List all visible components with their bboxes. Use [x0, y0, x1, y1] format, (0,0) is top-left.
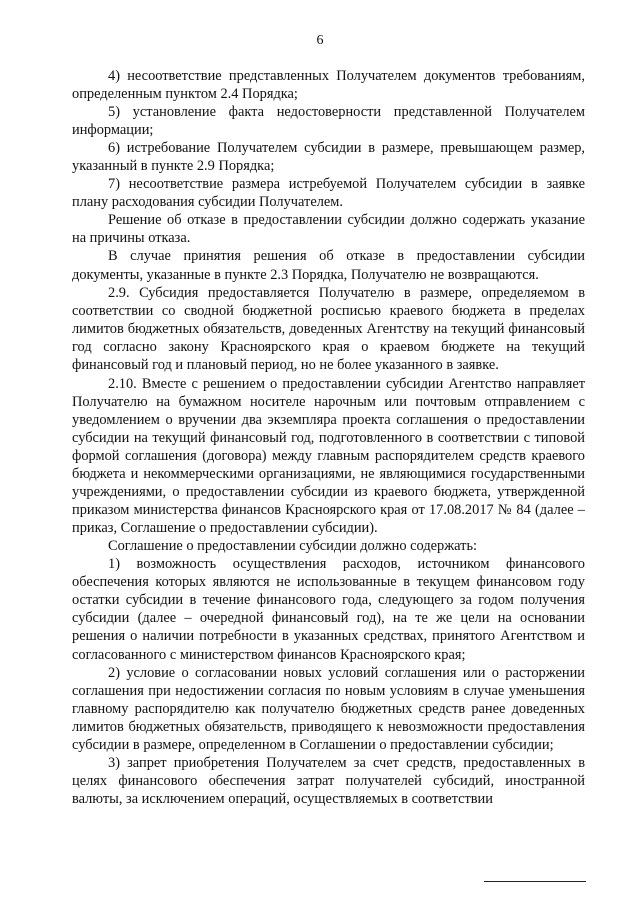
page-number: 6	[316, 33, 324, 48]
paragraph-item-6: 6) истребование Получателем субсидии в размере, превышающем размер, указанный в пункте 2.9 Порядка;	[72, 140, 585, 175]
paragraph-agreement-contents: Соглашение о предоставлении субсидии должно содержать:	[108, 538, 478, 555]
paragraph-documents-not-returned: В случае принятия решения об отказе в предоставлении субсидии документы, указанные в пункте 2.3 Порядка, Получателю не возвращаются.	[72, 248, 585, 283]
paragraph-condition-1: 1) возможность осуществления расходов, источником финансового обеспечения которых являются не использованные в текущем финансовом году остатки субсидии в течение финансового года, следующего за годом получения субсидии (далее – очередной финансовый год), на те же цели на основании решения о наличии потребности в указанных средствах, принятого Агентством и согласованного с министерством финансов Красноярского края;	[72, 556, 585, 663]
paragraph-section-2-10: 2.10. Вместе с решением о предоставлении субсидии Агентство направляет Получателю на бумажном носителе нарочным или почтовым отправлением с уведомлением о вручении два экземпляра проекта соглашения о предоставлении субсидии на текущий финансовый год, подготовленного в соответствии с типовой формой соглашения (договора) между главным распорядителем средств краевого бюджета и некоммерческими организациями, не являющимися государственными учреждениями, о предоставлении субсидии из краевого бюджета, утвержденной приказом министерства финансов Красноярского края от 17.08.2017 № 84 (далее – приказ, Соглашение о предоставлении субсидии).	[72, 375, 585, 537]
paragraph-item-5: 5) установление факта недостоверности представленной Получателем информации;	[72, 104, 585, 139]
paragraph-item-7: 7) несоответствие размера истребуемой Получателем субсидии в заявке плану расходования субсидии Получателем.	[72, 176, 585, 211]
paragraph-condition-3: 3) запрет приобретения Получателем за счет средств, предоставленных в целях финансового обеспечения затрат получателей субсидий, иностранной валюты, за исключением операций, осуществляемых в соответствии	[72, 754, 585, 807]
document-body	[72, 67, 585, 808]
footer-rule	[484, 881, 586, 882]
paragraph-condition-2: 2) условие о согласовании новых условий соглашения или о расторжении соглашения при недостижении согласия по новым условиям в случае уменьшения главному распорядителю как получателю бюджетных средств ранее доведенных лимитов бюджетных обязательств, приводящего к невозможности предоставления субсидии в размере, определенном в Соглашении о предоставлении субсидии;	[72, 664, 585, 753]
paragraph-section-2-9: 2.9. Субсидия предоставляется Получателю в размере, определяемом в соответствии со сводной бюджетной росписью краевого бюджета в пределах лимитов бюджетных обязательств, доведенных Агентству на текущий финансовый год согласно закону Красноярского края о краевом бюджете на текущий финансовый год и плановый период, но не более указанного в заявке.	[72, 284, 585, 373]
paragraph-item-4: 4) несоответствие представленных Получателем документов требованиям, определенным пунктом 2.4 Порядка;	[72, 68, 585, 103]
paragraph-refusal-reasons: Решение об отказе в предоставлении субсидии должно содержать указание на причины отказа.	[72, 212, 585, 247]
